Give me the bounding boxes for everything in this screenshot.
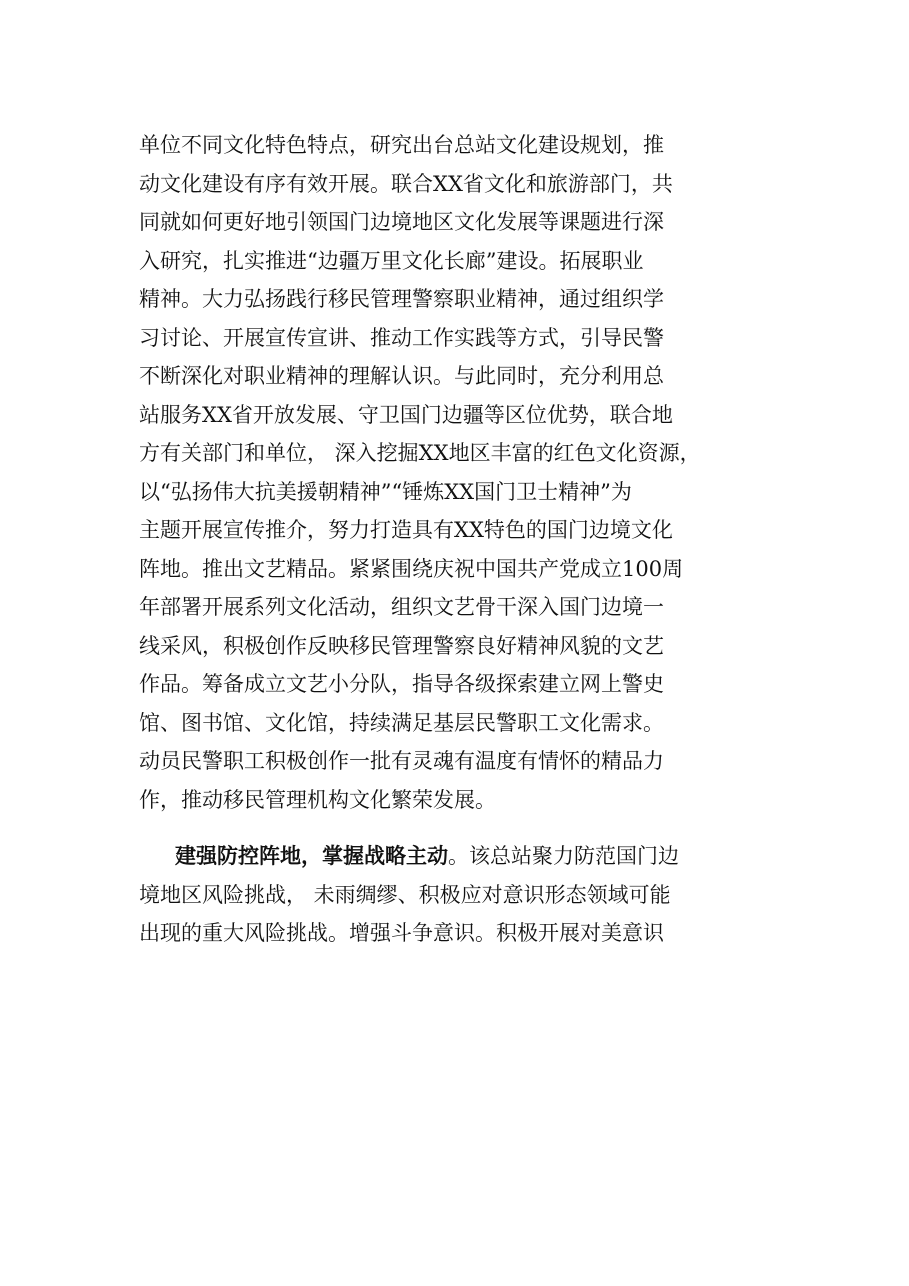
text-line: 线采风，积极创作反映移民管理警察良好精神风貌的文艺 [139, 633, 664, 658]
text-line: 入研究，扎实推进“边疆万里文化长廊”建设。拓展职业 [139, 248, 644, 273]
text-line: 境地区风险挑战， 未雨绸缪、积极应对意识形态领域可能 [139, 882, 671, 907]
text-line: 不断深化对职业精神的理解认识。与此同时，充分利用总 [139, 364, 664, 388]
text-line: 方有关部门和单位， 深入挖掘XX地区丰富的红色文化资源， [139, 441, 701, 465]
text-line: 精神。大力弘扬践行移民管理警察职业精神，通过组织学 [139, 287, 664, 311]
section-heading: 建强防控阵地，掌握战略主动 [175, 843, 448, 868]
heading-continuation: 。该总站聚力防范国门边 [448, 844, 679, 868]
paragraph-spacer [139, 819, 789, 837]
text-line: 同就如何更好地引领国门边境地区文化发展等课题进行深 [139, 210, 664, 234]
text-line: 主题开展宣传推介，努力打造具有XX特色的国门边境文化 [139, 518, 673, 542]
text-line: 动员民警职工积极创作一批有灵魂有温度有情怀的精品力 [139, 749, 664, 773]
text-line: 作品。筹备成立文艺小分队，指导各级探索建立网上警史 [139, 672, 664, 696]
text-line: 年部署开展系列文化活动，组织文艺骨干深入国门边境一 [139, 595, 664, 619]
paragraph-first-line [139, 837, 789, 876]
text-line: 站服务XX省开放发展、守卫国门边疆等区位优势，联合地 [139, 402, 673, 427]
text-line: 动文化建设有序有效开展。联合XX省文化和旅游部门，共 [139, 171, 673, 196]
text-line: 馆、图书馆、文化馆，持续满足基层民警职工文化需求。 [139, 710, 664, 735]
text-line: 以“弘扬伟大抗美援朝精神”“锤炼XX国门卫士精神”为 [139, 479, 632, 504]
text-line: 单位不同文化特色特点，研究出台总站文化建设规划，推 [139, 133, 664, 157]
text-line: 作，推动移民管理机构文化繁荣发展。 [139, 787, 496, 812]
text-line: 习讨论、开展宣传宣讲、推动工作实践等方式，引导民警 [139, 325, 664, 350]
body-text [139, 126, 789, 953]
text-line: 出现的重大风险挑战。增强斗争意识。积极开展对美意识 [139, 921, 664, 945]
text-line: 阵地。推出文艺精品。紧紧围绕庆祝中国共产党成立100周 [139, 556, 684, 581]
